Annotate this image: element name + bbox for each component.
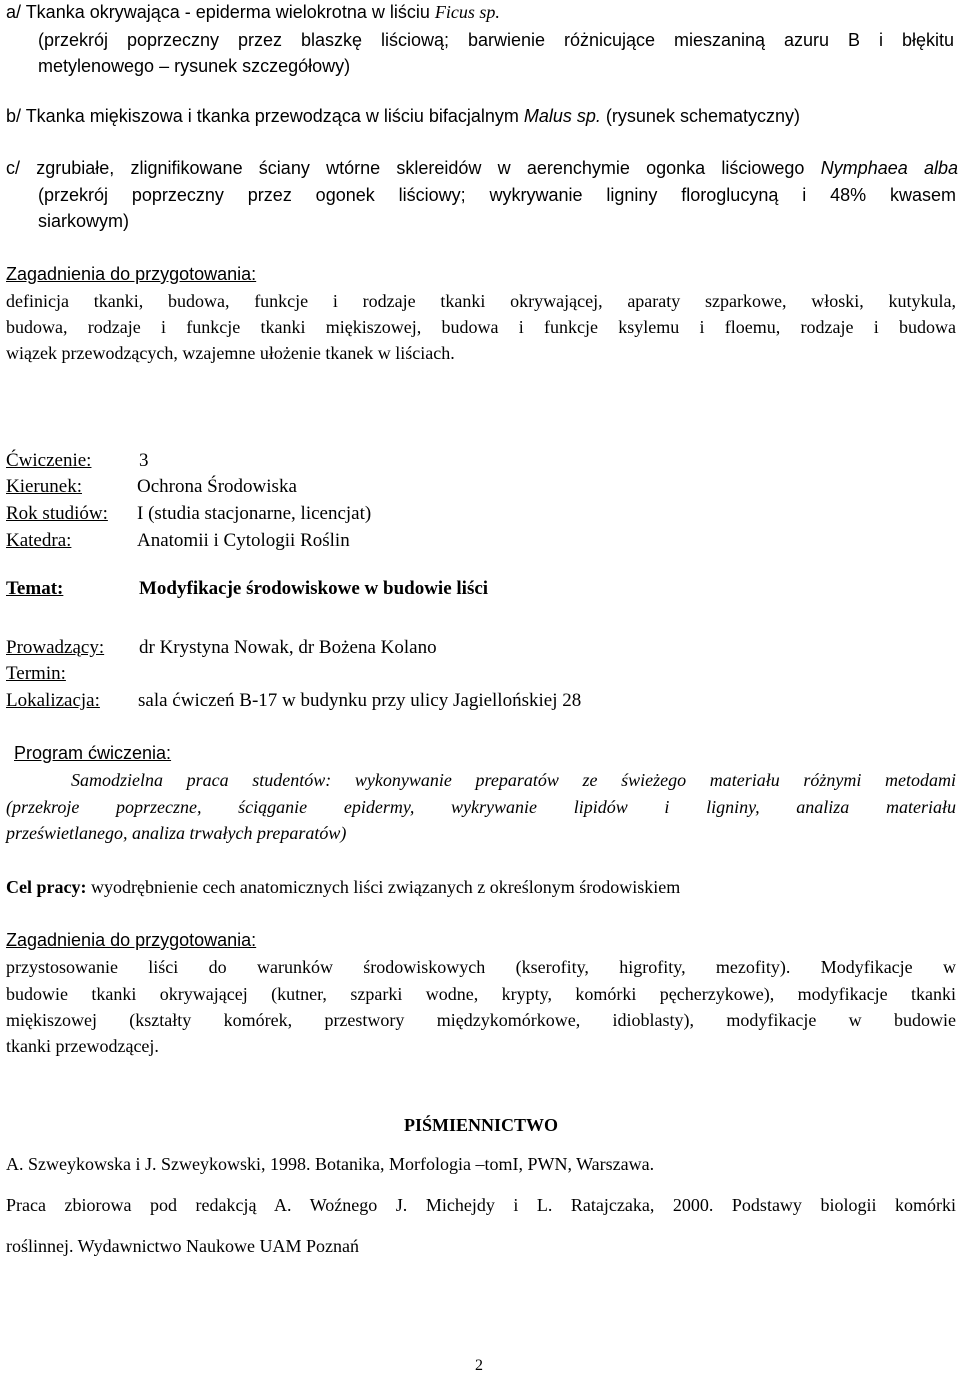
species-ficus: Ficus sp. — [434, 2, 500, 22]
topics2-line4: tkanki przewodzącej. — [6, 1036, 159, 1056]
termin-row — [6, 662, 66, 686]
topics1-line3: wiązek przewodzących, wzajemne ułożenie tkanek w liściach. — [6, 343, 455, 363]
species-nymphaea: Nymphaea alba — [820, 158, 958, 178]
rok-row — [6, 502, 372, 526]
section-a-line3: metylenowego – rysunek szczegółowy) — [38, 56, 351, 76]
species-malus: Malus sp. — [523, 106, 601, 126]
kierunek-label: Kierunek: — [6, 476, 82, 497]
topics1-line2: budowa, rodzaje i funkcje tkanki miękiszowej, budowa i funkcje ksylemu i floemu, rodzaje i budowa — [6, 317, 956, 337]
section-c-line3: siarkowym) — [38, 211, 130, 231]
lokalizacja-value: sala ćwiczeń B-17 w budynku przy ulicy Jagiellońskiej 28 — [138, 690, 582, 711]
section-c-line1: c/ zgrubiałe, zlignifikowane ściany wtórne sklereidów w aerenchymie ogonka liściowego Nymphaea alba — [6, 158, 958, 178]
prowadzacy-value: dr Krystyna Nowak, dr Bożena Kolano — [139, 637, 437, 658]
section-a-line1: a/ Tkanka okrywająca - epiderma wielokrotna w liściu Ficus sp. — [6, 2, 500, 22]
temat-value: Modyfikacje środowiskowe w budowie liści — [139, 578, 489, 599]
goal-text: wyodrębnienie cech anatomicznych liści związanych z określonym środowiskiem — [86, 877, 681, 897]
topics2-line1: przystosowanie liści do warunków środowiskowych (kserofity, higrofity, mezofity). Modyfikacje w — [6, 957, 956, 977]
katedra-row — [6, 529, 350, 553]
section-a-line2: (przekrój poprzeczny przez blaszkę liściową; barwienie różnicujące mieszaniną azuru B i błękitu — [38, 30, 954, 50]
bibliography-heading: PIŚMIENNICTWO — [404, 1115, 559, 1135]
cwiczenie-value: 3 — [139, 450, 149, 471]
kierunek-value: Ochrona Środowiska — [137, 476, 297, 497]
topics2-heading: Zagadnienia do przygotowania: — [6, 930, 257, 950]
reference-1: A. Szweykowska i J. Szweykowski, 1998. Botanika, Morfologia –tomI, PWN, Warszawa. — [6, 1154, 655, 1174]
section-c-line2: (przekrój poprzeczny przez ogonek liściowy; wykrywanie ligniny floroglucyną i 48% kwasem — [38, 185, 956, 205]
section-b-line: b/ Tkanka miękiszowa i tkanka przewodząca w liściu bifacjalnym Malus sp. (rysunek schematyczny) — [6, 106, 800, 126]
reference-2-line2: roślinnej. Wydawnictwo Naukowe UAM Poznań — [6, 1236, 360, 1256]
kierunek-row — [6, 475, 297, 499]
lokalizacja-label: Lokalizacja: — [6, 690, 100, 711]
termin-label: Termin: — [6, 663, 66, 684]
topics2-line2: budowie tkanki okrywającej (kutner, szparki wodne, krypty, komórki pęcherzykowe), modyfikacje tkanki — [6, 984, 956, 1004]
rok-label: Rok studiów: — [6, 503, 108, 524]
prowadzacy-label: Prowadzący: — [6, 637, 105, 658]
topics1-heading: Zagadnienia do przygotowania: — [6, 264, 257, 284]
katedra-label: Katedra: — [6, 530, 72, 551]
program-heading: Program ćwiczenia: — [14, 743, 172, 763]
cwiczenie-row — [6, 449, 149, 473]
goal-row — [6, 875, 680, 899]
lokalizacja-row — [6, 689, 582, 713]
temat-label: Temat: — [6, 578, 64, 599]
program-line3: prześwietlanego, analiza trwałych preparatów) — [6, 823, 347, 843]
rok-value: I (studia stacjonarne, licencjat) — [137, 503, 372, 524]
topics1-line1: definicja tkanki, budowa, funkcje i rodzaje tkanki okrywającej, aparaty szparkowe, włoski, kutykula, — [6, 291, 956, 311]
program-line2: (przekroje poprzeczne, ściąganie epidermy, wykrywanie lipidów i ligniny, analiza materiału — [6, 797, 956, 817]
prowadzacy-row — [6, 636, 437, 660]
page-number: 2 — [475, 1357, 483, 1374]
program-line1: Samodzielna praca studentów: wykonywanie preparatów ze świeżego materiału różnymi metodami — [71, 770, 956, 790]
topics2-line3: miękiszowej (kształty komórek, przestwory międzykomórkowe, idioblasty), modyfikacje w budowie — [6, 1010, 956, 1030]
cwiczenie-label: Ćwiczenie: — [6, 450, 92, 471]
reference-2-line1: Praca zbiorowa pod redakcją A. Woźnego J. Michejdy i L. Ratajczaka, 2000. Podstawy biologii komórki — [6, 1195, 956, 1215]
goal-label: Cel pracy: — [6, 877, 87, 897]
temat-row — [6, 577, 489, 601]
katedra-value: Anatomii i Cytologii Roślin — [137, 530, 350, 551]
